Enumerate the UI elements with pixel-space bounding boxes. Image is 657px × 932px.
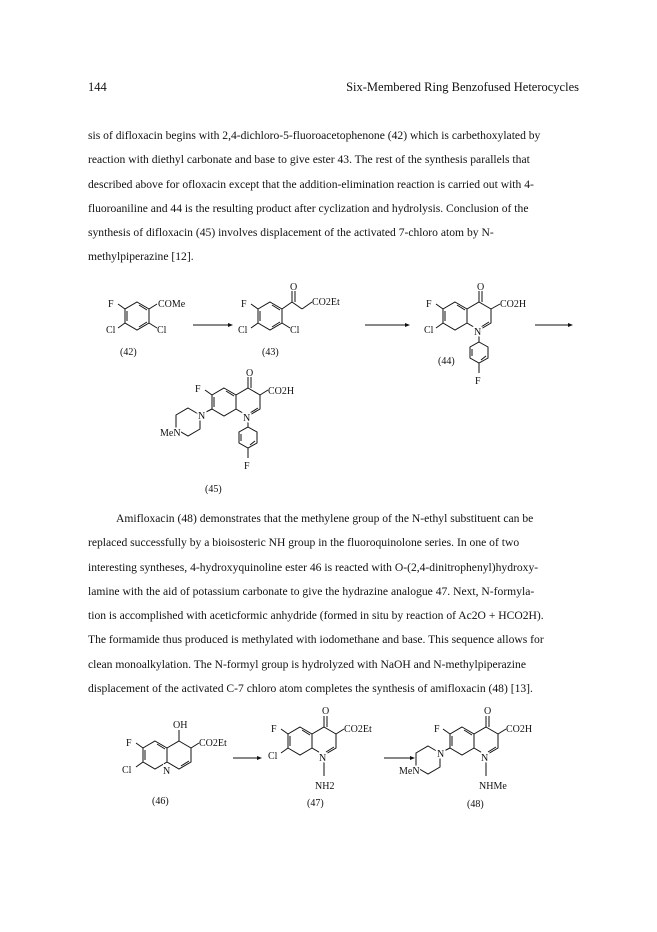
atom-fluorine: F [126, 738, 132, 749]
structure-46 [122, 720, 227, 807]
substituent-label: COMe [158, 299, 186, 310]
text-line: interesting syntheses, 4-hydroxyquinoline ester 46 is reacted with O-(2,4-dinitrophenyl)hydroxy- [88, 560, 539, 574]
atom-fluorine: F [434, 724, 440, 735]
atom-methylamine: MeN [399, 766, 420, 777]
structure-43 [238, 282, 340, 358]
compound-label: (45) [205, 484, 222, 495]
atom-fluorine: F [244, 461, 250, 472]
atom-fluorine: F [195, 384, 201, 395]
atom-nitrogen: N [481, 753, 489, 764]
atom-nitrogen: N [243, 413, 251, 424]
atom-chlorine: Cl [290, 325, 300, 336]
compound-label: (43) [262, 347, 279, 358]
substituent-label: CO2H [268, 386, 295, 397]
text-line: fluoroaniline and 44 is the resulting product after cyclization and hydrolysis. Conclusion of the [88, 201, 529, 215]
text-line: clean monoalkylation. The N-formyl group is hydrolyzed with NaOH and N-methylpiperazine [88, 657, 526, 671]
substituent-label: CO2Et [199, 738, 227, 749]
paragraph-amifloxacin [88, 507, 585, 701]
compound-label: (48) [467, 799, 484, 810]
substituent-label: CO2H [506, 724, 533, 735]
text-line: reaction with diethyl carbonate and base to give ester 43. The rest of the synthesis parallels that [88, 153, 530, 167]
text-line: The formamide thus produced is methylated with iodomethane and base. This sequence allows for [88, 633, 544, 647]
compound-label: (46) [152, 796, 169, 807]
page-number: 144 [88, 80, 107, 94]
atom-oxygen: O [484, 706, 492, 717]
text-line: described above for ofloxacin except that the addition-elimination reaction is carried out with 4- [88, 177, 534, 191]
reaction-arrow-head [568, 323, 573, 327]
reaction-arrow-head [405, 323, 410, 327]
paragraph-difloxacin [88, 124, 585, 270]
atom-oxygen: O [322, 706, 330, 717]
text-line: sis of difloxacin begins with 2,4-dichloro-5-fluoroacetophenone (42) which is carbethoxylated by [88, 129, 541, 142]
running-title: Six-Membered Ring Benzofused Heterocycles [346, 80, 579, 94]
atom-nitrogen: N [474, 327, 482, 338]
text-line: replaced successfully by a bioisosteric NH group in the fluoroquinolone series. In one of two [88, 536, 520, 550]
compound-label: (47) [307, 798, 324, 809]
atom-chlorine: Cl [424, 325, 434, 336]
atom-fluorine: F [426, 299, 432, 310]
structure-45 [160, 368, 294, 495]
structure-47 [268, 706, 372, 809]
text-line: synthesis of difloxacin (45) involves displacement of the activated 7-chloro atom by N- [88, 226, 494, 240]
atom-fluorine: F [271, 724, 277, 735]
atom-chlorine: Cl [268, 751, 278, 762]
text-line: lamine with the aid of potassium carbonate to give the hydrazine analogue 47. Next, N-formyla- [88, 584, 535, 598]
reaction-scheme-amifloxacin [0, 700, 657, 830]
text-line: Amifloxacin (48) demonstrates that the methylene group of the N-ethyl substituent can be [116, 512, 534, 525]
atom-oxygen: O [477, 282, 485, 293]
compound-label: (42) [120, 347, 137, 358]
substituent-label: NH2 [315, 781, 335, 792]
substituent-label: OH [173, 720, 188, 731]
structure-44 [424, 282, 526, 387]
substituent-label: CO2Et [312, 297, 340, 308]
text-line: tion is accomplished with aceticformic anhydride (formed in situ by reaction of Ac2O + HCO2H). [88, 609, 544, 623]
atom-chlorine: Cl [106, 325, 116, 336]
structure-48 [399, 706, 532, 810]
substituent-label: CO2H [500, 299, 527, 310]
atom-methylamine: MeN [160, 428, 181, 439]
reaction-arrow-head [257, 756, 262, 760]
substituent-label: NHMe [479, 781, 507, 792]
text-line: displacement of the activated C-7 chloro atom completes the synthesis of amifloxacin (48) [13]. [88, 682, 533, 696]
reaction-arrow-head [228, 323, 233, 327]
atom-fluorine: F [108, 299, 114, 310]
atom-nitrogen: N [319, 753, 327, 764]
atom-nitrogen: N [198, 411, 206, 422]
reaction-scheme-difloxacin [0, 280, 657, 500]
substituent-label: CO2Et [344, 724, 372, 735]
atom-fluorine: F [475, 376, 481, 387]
structure-42 [106, 299, 186, 358]
compound-label: (44) [438, 356, 455, 367]
atom-fluorine: F [241, 299, 247, 310]
atom-chlorine: Cl [157, 325, 167, 336]
reaction-arrow-head [410, 756, 415, 760]
atom-chlorine: Cl [122, 765, 132, 776]
atom-nitrogen: N [163, 766, 171, 777]
atom-oxygen: O [290, 282, 298, 293]
text-line: methylpiperazine [12]. [88, 250, 194, 264]
atom-chlorine: Cl [238, 325, 248, 336]
atom-nitrogen: N [437, 749, 445, 760]
atom-oxygen: O [246, 368, 254, 379]
